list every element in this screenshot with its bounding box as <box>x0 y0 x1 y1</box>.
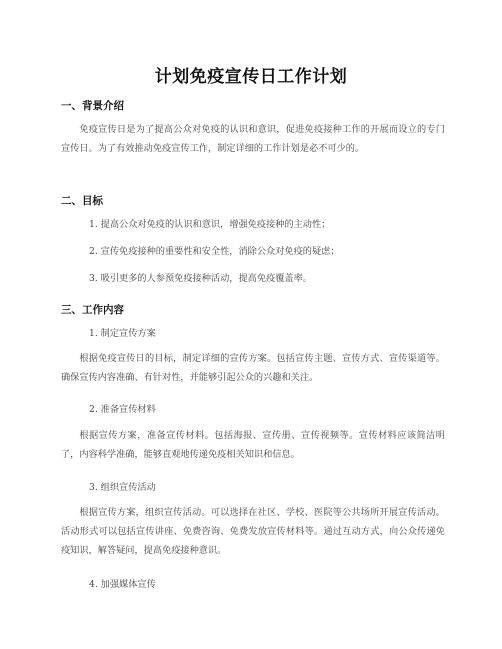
work-item-label: 1. 制定宣传方案 <box>89 328 156 339</box>
section-heading-goals: 二、目标 <box>61 195 103 207</box>
goal-item: 2. 宣传免疫接种的重要性和安全性，消除公众对免疫的疑虑； <box>89 246 340 257</box>
work-item-label: 3. 组织宣传活动 <box>89 482 156 493</box>
work-item-text: 根据免疫宣传日的目标，制定详细的宣传方案。包括宣传主题、宣传方式、宣传渠道等。确保宣传内容准确、有针对性，并能够引起公众的兴趣和关注。 <box>61 353 445 383</box>
document-title: 计划免疫宣传日工作计划 <box>154 67 348 87</box>
work-item-text: 根据宣传方案，准备宣传材料。包括海报、宣传册、宣传视频等。宣传材料应该简洁明了，内容科学准确，能够直观地传递免疫相关知识和信息。 <box>61 430 445 460</box>
section-heading-work: 三、工作内容 <box>61 304 124 316</box>
work-item-label: 2. 准备宣传材料 <box>89 404 156 415</box>
work-item-text: 根据宣传方案，组织宣传活动。可以选择在社区、学校、医院等公共场所开展宣传活动。活动形式可以包括宣传讲座、免费咨询、免费发放宣传材料等。通过互动方式，向公众传递免疫知识，解答疑问，提高免疫接种意识。 <box>61 507 445 556</box>
work-item-label: 4. 加强媒体宣传 <box>89 579 156 590</box>
goal-item: 3. 吸引更多的人参预免疫接种活动，提高免疫覆盖率。 <box>89 273 312 284</box>
goal-item: 1. 提高公众对免疫的认识和意识，增强免疫接种的主动性； <box>89 219 331 230</box>
section-heading-background: 一、背景介绍 <box>61 100 124 112</box>
background-paragraph: 免疫宣传日是为了提高公众对免疫的认识和意识，促进免疫接种工作的开展而设立的专门宣传日。为了有效推动免疫宣传工作，制定详细的工作计划是必不可少的。 <box>61 124 445 154</box>
